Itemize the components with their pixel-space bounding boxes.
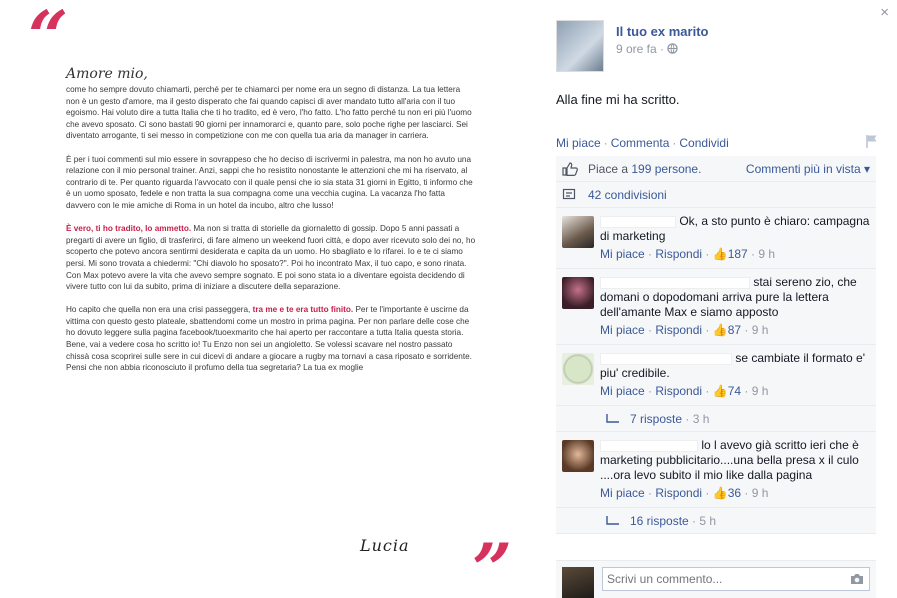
letter-text: Per te l'importante è uscirne da vittima con questo gesto plateale, sbattendomi come un mostro in prima pagina. Per non parlare delle cose che ho dovuto leggere sulla pagina facebook/tuoexmarito che hai aperto per raccontare a tutta Italia questa storia. Bene, vai a vedere cosa ho scritto io! Tu Enzo non sei un angioletto. Se volessi scavare nel nostro passato chissà cosa scoprirei sulle sere in cui dicevi di andare a giocare a rugby ma tornavi a casa riposato e sorridente. Pensi che non abbia riconosciuto il profumo della tua segretaria? La tua ex moglie [66, 305, 472, 373]
feedback-section [556, 156, 876, 534]
comment-text: stai sereno zio, che domani o dopodomani arriva pure la lettera dell'amante Max e siamo apposto [600, 275, 857, 319]
share-button[interactable]: Condividi [679, 136, 729, 150]
comment-like-button[interactable]: Mi piace [600, 486, 645, 500]
quote-mark-close: ” [472, 528, 513, 598]
commenter-avatar[interactable] [562, 277, 594, 309]
comment-button[interactable]: Commenta [610, 136, 670, 150]
comment-text: Ok, a sto punto è chiaro: campagna di marketing [600, 214, 870, 243]
commenter-avatar[interactable] [562, 440, 594, 472]
replies-time: 3 h [692, 411, 710, 426]
thumbs-up-icon: 👍 [712, 247, 728, 261]
like-button[interactable]: Mi piace [556, 136, 601, 150]
replies-toggle[interactable]: 7 risposte · 3 h [556, 406, 876, 432]
letter-paragraph: È per i tuoi commenti sul mio essere in sovrappeso che ho deciso di iscrivermi in palestra, ma non ho avuto una relazione con il mio personal trainer. Anzi, sappi che ho resistito nonostante le attenzioni che mi ha riservato, al contrario di te. Per quanto riguarda l'avvocato con il quale pensi che io sia stata 31 giorni in Egitto, ti informo che è un uomo sposato, fedele e non tratta la sua compagna come una vecchia cugina. La vacanza l'ho fatta davvero con le mie amiche di Roma in un hotel da incubo, altro che lusso! [66, 154, 473, 210]
post-panel [540, 0, 897, 598]
post-time[interactable] [616, 42, 678, 56]
viewer-avatar [562, 567, 594, 598]
likes-count-link[interactable]: 199 persone. [631, 161, 702, 176]
reply-arrow-icon [606, 413, 620, 425]
comment-likes-value[interactable]: 74 [727, 384, 742, 398]
comment-likes-value[interactable]: 36 [727, 486, 742, 500]
letter-text: Ma non si tratta di storielle da giornaletto di gossip. Dopo 5 anni passati a pregarti di avere un figlio, di trasferirci, di fare almeno un weekend fuori città, e dopo aver ricevuto solo dei no, ho scoperto che potevo ancora sentirmi desiderata e capita da un uomo. Ho sbagliato e lo rifarei. Io e te ci siamo persi. Mi sono trovata a chiedermi: "Chi diavolo ho sposato?". Poi ho incontrato Max, il tuo capo, e sono rinata. Con Max potevo avere la vita che avevo sempre sognato. E poi sono stata io a diventare egoista decidendo di vivere tutto con lui da subito, prima di iniziare a discutere della separazione. [66, 224, 476, 292]
comment-like-button[interactable]: Mi piace [600, 323, 645, 337]
comment-reply-button[interactable]: Rispondi [655, 323, 703, 337]
letter-signature: Lucia [360, 536, 410, 555]
comment-likes-value[interactable]: 187 [727, 247, 748, 261]
likes-prefix: Piace a [588, 161, 629, 176]
comment-composer [556, 560, 876, 598]
post-time-label[interactable]: 9 ore fa · [616, 42, 665, 56]
comment-sort-dropdown[interactable]: Commenti più in vista ▾ [745, 161, 870, 176]
shares-count-link[interactable]: 42 condivisioni [588, 187, 667, 202]
thumbs-up-icon: 👍 [712, 384, 728, 398]
letter-highlight: È vero, ti ho tradito, lo ammetto. [66, 224, 192, 234]
commenter-name-redacted[interactable] [600, 353, 732, 365]
comment-item: lo l avevo già scritto ieri che è marketing pubblicitario....una bella presa x il culo ....ora levo subito il mio like dalla pagina Mi piace · Rispondi · 👍36 · 9 h [556, 432, 876, 508]
commenter-avatar[interactable] [562, 216, 594, 248]
flag-icon[interactable] [865, 134, 879, 148]
commenter-name-redacted[interactable] [600, 440, 698, 452]
author-avatar[interactable] [556, 20, 604, 72]
letter-highlight: tra me e te era tutto finito. [252, 305, 354, 315]
share-icon [562, 188, 578, 202]
comment-likes-count[interactable] [713, 247, 748, 261]
comment-likes-count[interactable] [713, 323, 741, 337]
comment-time[interactable]: 9 h [758, 247, 776, 261]
comment-time[interactable]: 9 h [751, 323, 769, 337]
likes-summary [556, 156, 876, 182]
comment-time[interactable]: 9 h [751, 486, 769, 500]
post-text: Alla fine mi ha scritto. [556, 92, 680, 107]
thumbs-up-icon: 👍 [712, 486, 728, 500]
comment-likes-count[interactable] [713, 384, 741, 398]
letter-paragraph: come ho sempre dovuto chiamarti, perché per te chiamarci per nome era un segno di distanza. La tua lettera non è un gesto d'amore, ma il gesto disperato che fai quando capisci di aver mandato tutto all'aria con il tuo egoismo. Hai voluto dire a tutta Italia che ti ho tradito, ed è vero, l'ho fatto. L'ho fatto perché tu non eri più l'uomo che avevo sposato. Ci sono bastati 90 giorni per innamorarci e, quanto pare, solo poche righe per lasciarci. Sei diventato arrogante, ti sei messo in competizione con me con quella tua aria da manager in carriera. [66, 85, 472, 141]
letter-paragraph [66, 304, 476, 374]
thumbs-up-icon [562, 162, 578, 176]
globe-icon [667, 43, 678, 54]
commenter-name-redacted[interactable] [600, 277, 750, 289]
replies-toggle[interactable]: 16 risposte · 5 h [556, 508, 876, 534]
comment-item: se cambiate il formato e' piu' credibile. Mi piace · Rispondi · 👍74 · 9 h [556, 345, 876, 406]
comment-text: lo l avevo già scritto ieri che è marketing pubblicitario....una bella presa x il culo ....ora levo subito il mio like dalla pagina [600, 438, 859, 482]
reply-arrow-icon [606, 515, 620, 527]
commenter-name-redacted[interactable] [600, 216, 676, 228]
comment-text: se cambiate il formato e' piu' credibile. [600, 351, 866, 380]
letter-body [66, 84, 476, 385]
comment-item: Ok, a sto punto è chiaro: campagna di marketing Mi piace · Rispondi · 👍187 · 9 h [556, 208, 876, 269]
replies-time: 5 h [699, 513, 717, 528]
author-name[interactable]: Il tuo ex marito [616, 24, 709, 39]
letter-greeting: Amore mio, [66, 66, 148, 82]
comment-likes-count[interactable] [713, 486, 741, 500]
comment-time[interactable]: 9 h [751, 384, 769, 398]
post-actions: Mi piace · Commenta · Condividi [556, 136, 729, 150]
comment-reply-button[interactable]: Rispondi [655, 384, 703, 398]
letter-text: Ho capito che quella non era una crisi passeggera, [66, 305, 253, 315]
camera-icon[interactable] [850, 573, 864, 585]
comment-item: stai sereno zio, che domani o dopodomani arriva pure la lettera dell'amante Max e siamo apposto Mi piace · Rispondi · 👍87 · 9 h [556, 269, 876, 345]
comment-like-button[interactable]: Mi piace [600, 384, 645, 398]
shares-summary [556, 182, 876, 208]
commenter-avatar[interactable] [562, 353, 594, 385]
comment-reply-button[interactable]: Rispondi [655, 486, 703, 500]
thumbs-up-icon: 👍 [712, 323, 728, 337]
comment-reply-button[interactable]: Rispondi [655, 247, 703, 261]
comment-input[interactable] [602, 567, 870, 591]
letter-paragraph [66, 223, 476, 293]
replies-count-link[interactable]: 16 risposte [630, 513, 689, 528]
replies-count-link[interactable]: 7 risposte [630, 411, 683, 426]
quote-mark-open: “ [28, 0, 69, 78]
comment-likes-value[interactable]: 87 [727, 323, 742, 337]
comment-like-button[interactable]: Mi piace [600, 247, 645, 261]
close-button[interactable]: × [880, 4, 889, 21]
